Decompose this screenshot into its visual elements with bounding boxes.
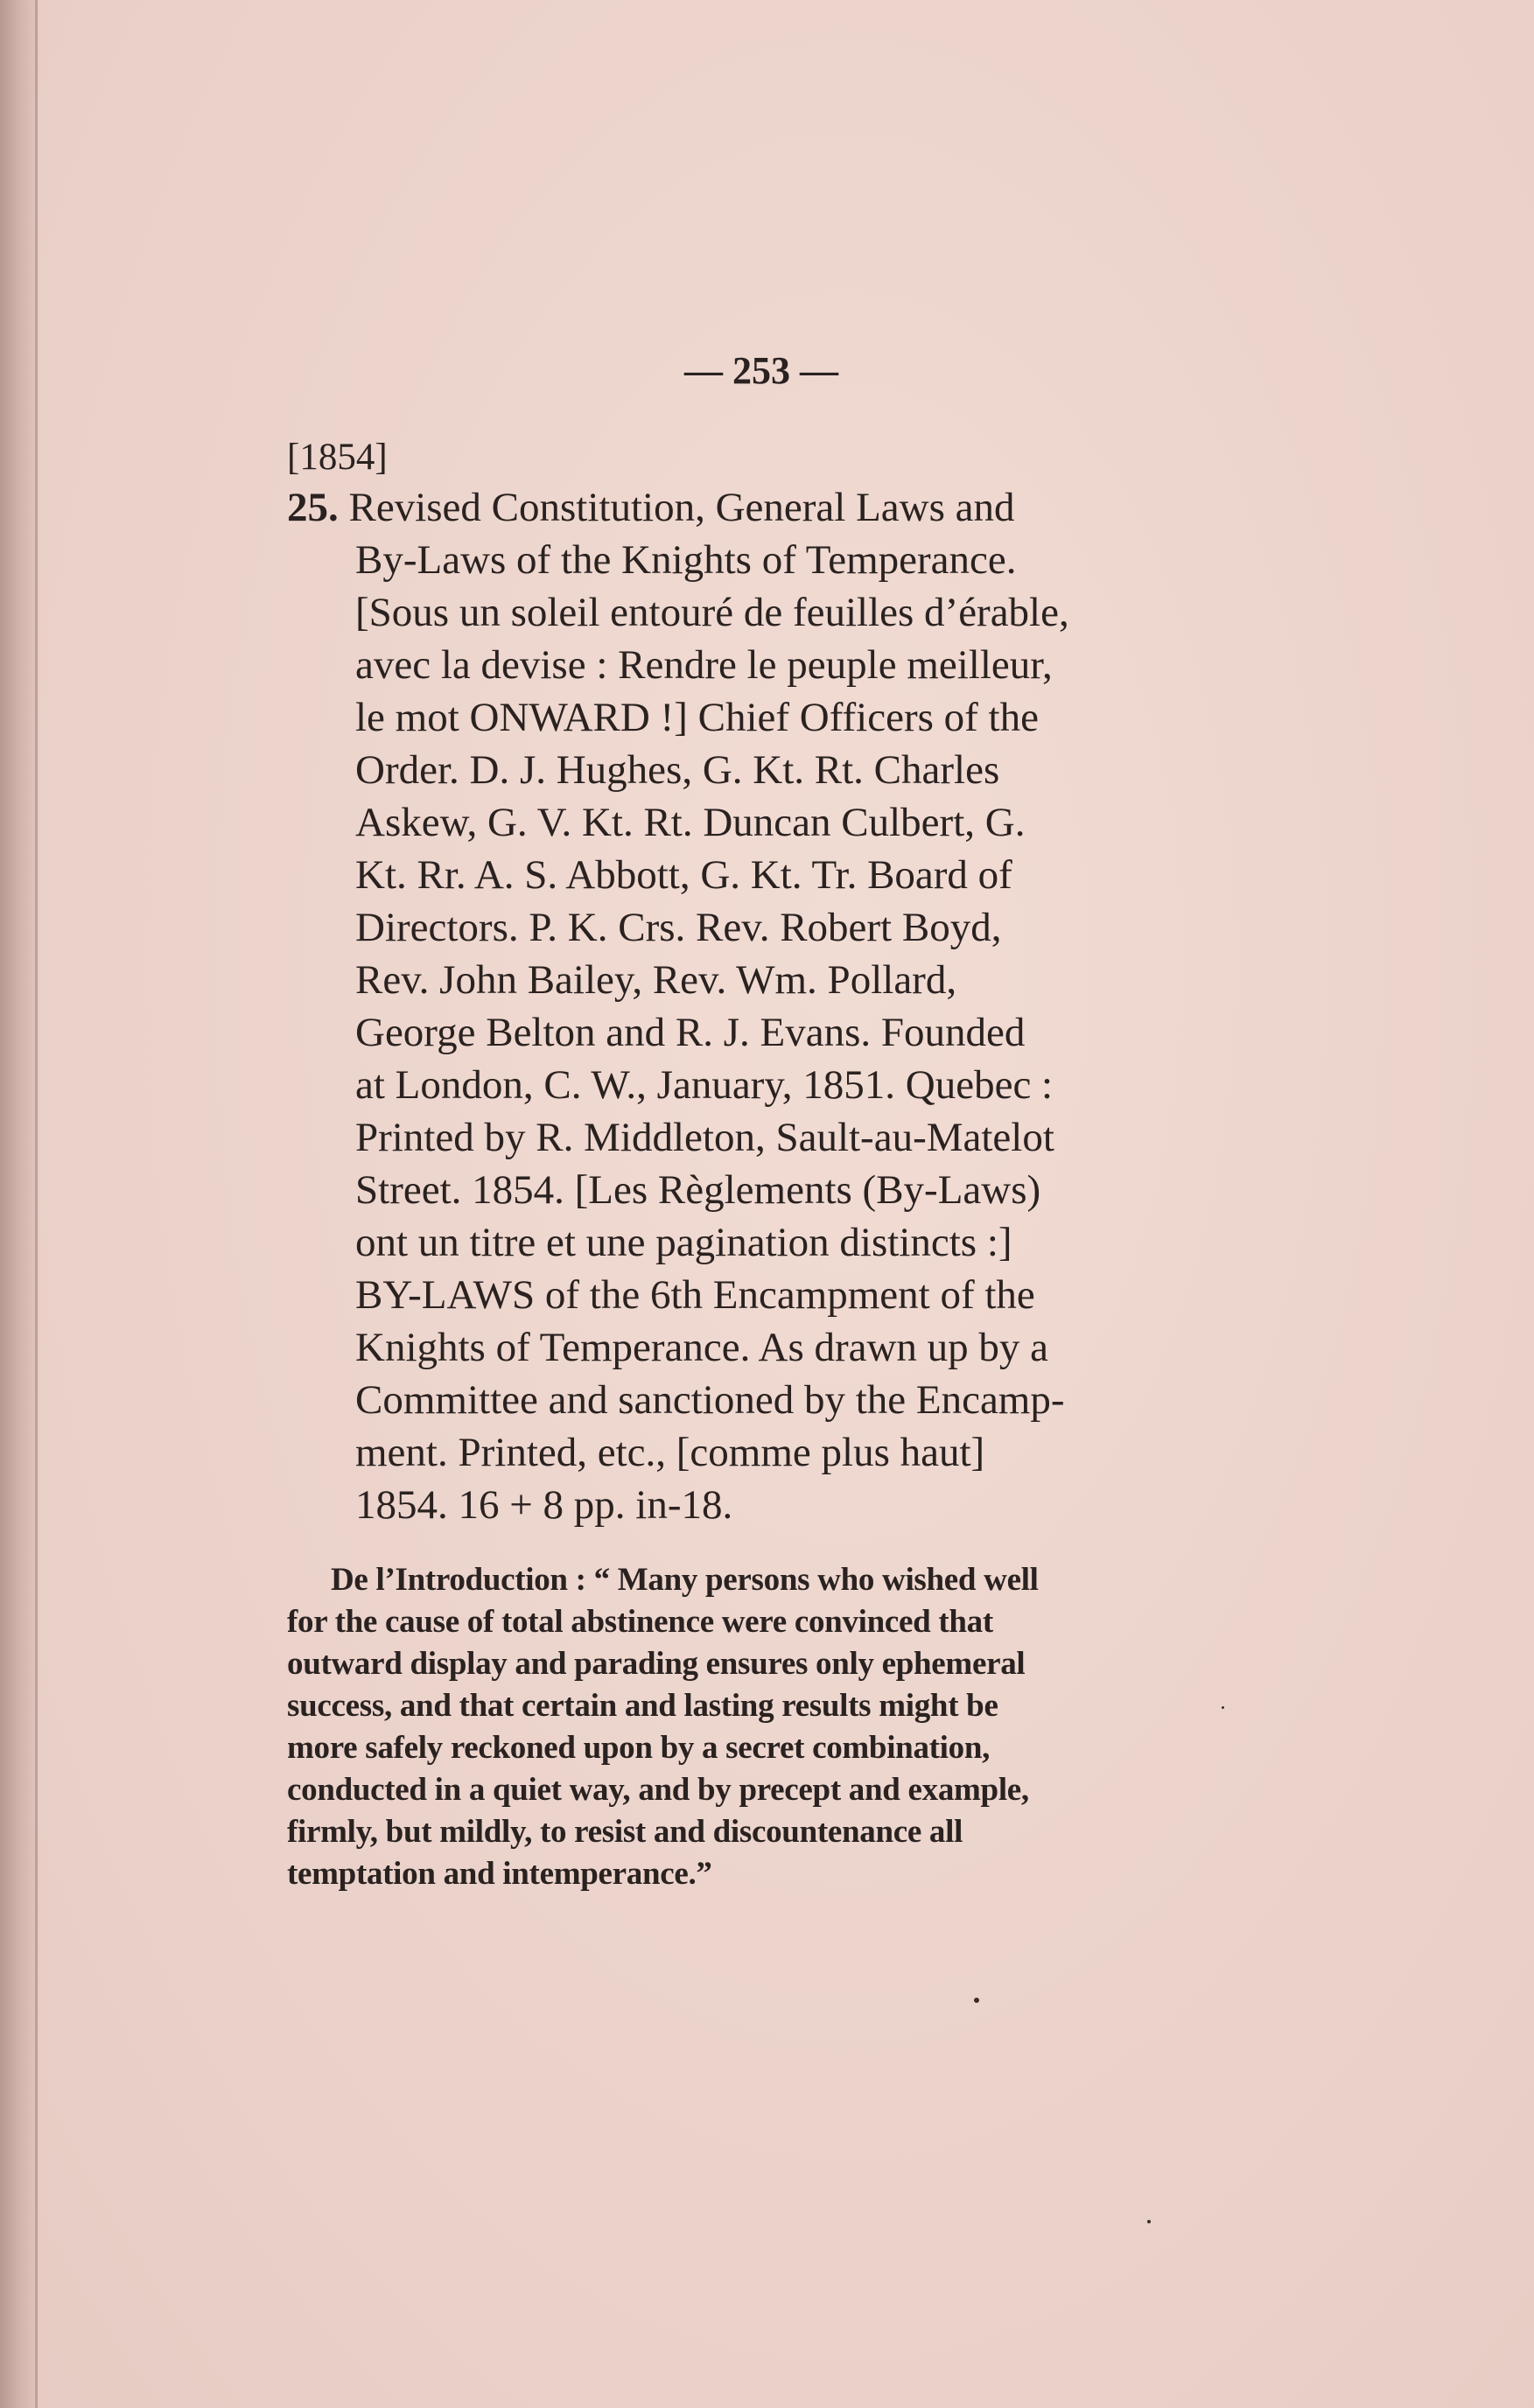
introduction-quote [287,1559,1173,1895]
entry-line: le mot ONWARD !] Chief Officers of the [355,695,1039,740]
entry-line: Kt. Rr. A. S. Abbott, G. Kt. Tr. Board of [355,852,1012,898]
entry-line: Order. D. J. Hughes, G. Kt. Rt. Charles [355,747,1000,793]
entry-line: Printed by R. Middleton, Sault-au-Matelot [355,1115,1054,1160]
entry-line: Askew, G. V. Kt. Rt. Duncan Culbert, G. [355,800,1026,845]
entry-line-text: Revised Constitution, General Laws and [348,485,1015,530]
entry-line: ont un titre et une pagination distincts :] [355,1220,1012,1265]
entry-line: Rev. John Bailey, Rev. Wm. Pollard, [355,957,957,1003]
paper-speck [974,1998,979,2003]
entry-line [287,481,1173,534]
quote-line: more safely reckoned upon by a secret combination, [287,1730,991,1766]
quote-line: firmly, but mildly, to resist and discountenance all [287,1814,963,1850]
entry-year: [1854] [287,437,388,478]
entry-line: Street. 1854. [Les Règlements (By-Laws) [355,1167,1041,1213]
entry-line: George Belton and R. J. Evans. Founded [355,1010,1026,1055]
page-gutter [0,0,39,2408]
entry-line: ment. Printed, etc., [comme plus haut] [355,1430,985,1475]
bibliography-entry [287,481,1173,1531]
entry-line: Directors. P. K. Crs. Rev. Robert Boyd, [355,905,1002,950]
quote-line: outward display and parading ensures only ephemeral [287,1646,1026,1682]
entry-number: 25. [287,485,339,530]
entry-line: [Sous un soleil entouré de feuilles d’érable, [355,590,1069,635]
quote-line: temptation and intemperance.” [287,1856,712,1892]
entry-line: Committee and sanctioned by the Encamp- [355,1377,1065,1423]
page-number: — 253 — [684,349,838,392]
paper-speck [1147,2220,1151,2223]
entry-line: avec la devise : Rendre le peuple meilleur, [355,642,1053,688]
entry-line: Knights of Temperance. As drawn up by a [355,1325,1049,1370]
entry-line: By-Laws of the Knights of Temperance. [355,537,1017,583]
gutter-fold-line [35,0,38,2408]
quote-line: De l’Introduction : “ Many persons who wished well [331,1562,1039,1598]
quote-line: success, and that certain and lasting results might be [287,1688,998,1724]
entry-line: at London, C. W., January, 1851. Quebec : [355,1062,1054,1108]
entry-line: 1854. 16 + 8 pp. in-18. [355,1482,733,1528]
quote-line: conducted in a quiet way, and by precept and example, [287,1772,1029,1808]
paper-speck [1222,1706,1224,1709]
quote-line: for the cause of total abstinence were convinced that [287,1604,993,1640]
entry-line: BY-LAWS of the 6th Encampment of the [355,1272,1035,1318]
